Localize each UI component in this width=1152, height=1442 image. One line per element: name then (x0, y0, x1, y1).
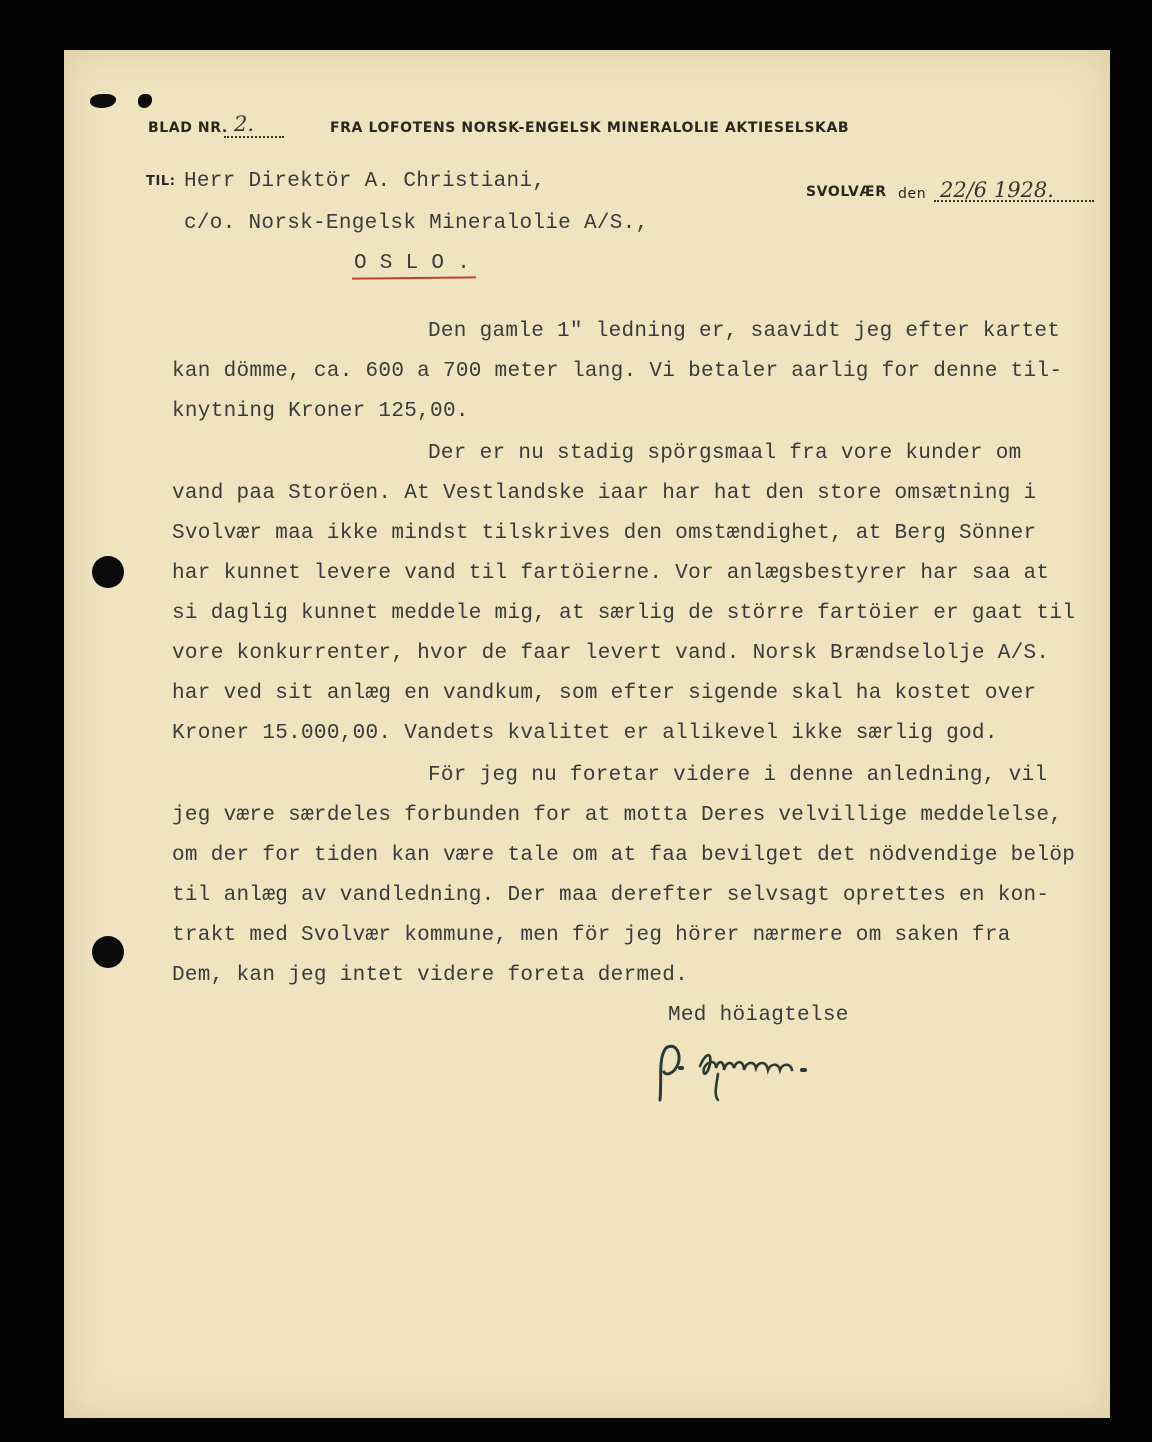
letter-page (64, 50, 1110, 1418)
den-label: den (898, 186, 927, 202)
city-underline (352, 276, 476, 279)
blad-number: 2. (234, 112, 255, 136)
body-line: För jeg nu foretar videre i denne anledning, vil (428, 764, 1048, 787)
body-line: si daglig kunnet meddele mig, at særlig de större fartöier er gaat til (172, 602, 1076, 625)
recipient-name: Herr Direktör A. Christiani, (184, 170, 546, 193)
letter-date: 22/6 1928. (940, 178, 1054, 202)
body-line: jeg være særdeles forbunden for at motta Deres velvillige meddelelse, (172, 804, 1063, 827)
tear-mark (90, 94, 116, 108)
place-name: SVOLVÆR (806, 184, 887, 200)
punch-hole (92, 556, 124, 588)
closing-salutation: Med höiagtelse (668, 1004, 849, 1027)
body-line: vand paa Storöen. At Vestlandske iaar har hat den store omsætning i (172, 482, 1037, 505)
recipient-company: c/o. Norsk-Engelsk Mineralolie A/S., (184, 212, 649, 235)
body-line: vore konkurrenter, hvor de faar levert vand. Norsk Brændselolje A/S. (172, 642, 1050, 665)
body-line: trakt med Svolvær kommune, men för jeg hörer nærmere om saken fra (172, 924, 1011, 947)
body-line: Kroner 15.000,00. Vandets kvalitet er allikevel ikke særlig god. (172, 722, 998, 745)
tear-mark (138, 94, 152, 108)
body-line: kan dömme, ca. 600 a 700 meter lang. Vi betaler aarlig for denne til- (172, 360, 1063, 383)
punch-hole (92, 936, 124, 968)
body-line: har kunnet levere vand til fartöierne. Vor anlægsbestyrer har saa at (172, 562, 1050, 585)
body-line: Der er nu stadig spörgsmaal fra vore kunder om (428, 442, 1022, 465)
body-line: knytning Kroner 125,00. (172, 400, 469, 423)
til-label: TIL: (146, 174, 176, 189)
body-line: Den gamle 1" ledning er, saavidt jeg efter kartet (428, 320, 1061, 343)
body-line: om der for tiden kan være tale om at faa bevilget det nödvendige belöp (172, 844, 1076, 867)
blad-label: BLAD NR. (148, 120, 228, 136)
company-name: FRA LOFOTENS NORSK-ENGELSK MINERALOLIE AKTIESELSKAB (330, 120, 850, 136)
body-line: til anlæg av vandledning. Der maa derefter selvsagt oprettes en kon- (172, 884, 1050, 907)
body-line: Svolvær maa ikke mindst tilskrives den omstændighet, at Berg Sönner (172, 522, 1037, 545)
body-line: Dem, kan jeg intet videre foreta dermed. (172, 964, 689, 987)
blad-number-line (224, 136, 284, 138)
body-line: har ved sit anlæg en vandkum, som efter sigende skal ha kostet over (172, 682, 1037, 705)
recipient-city: O S L O . (354, 252, 471, 275)
handwritten-signature (652, 1038, 872, 1108)
